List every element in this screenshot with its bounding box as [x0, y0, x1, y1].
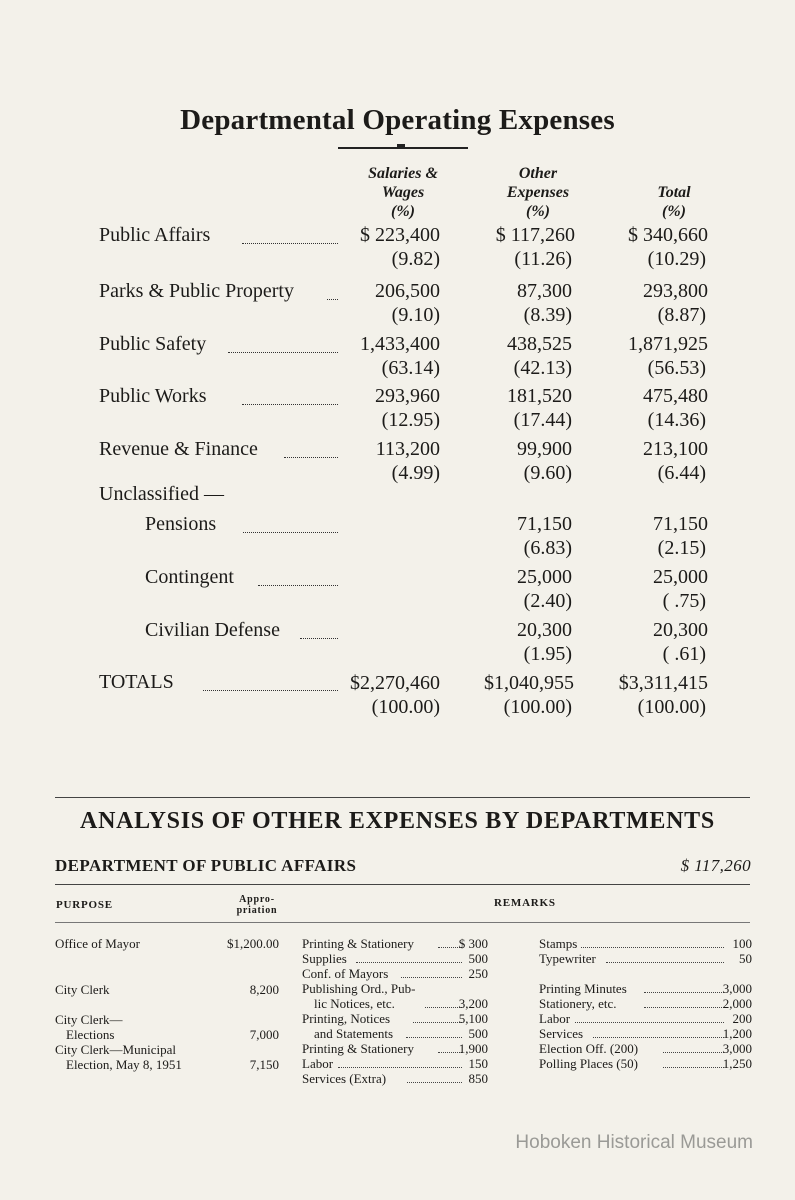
remark-amount: 1,900: [458, 1041, 488, 1056]
remark-amount: 150: [468, 1056, 488, 1071]
remark-amount: 3,000: [722, 1041, 752, 1056]
leader-dots: [606, 962, 724, 963]
remark-label: Services (Extra): [302, 1071, 387, 1086]
remark-amount: 100: [732, 936, 752, 951]
salaries-value: $ 223,400: [360, 224, 440, 246]
appropriation-header: Appro- priation: [236, 894, 278, 916]
salaries-value: 1,433,400: [360, 333, 440, 355]
remark-amount: 500: [468, 1026, 488, 1041]
total-pct: ( .61): [662, 643, 706, 665]
salaries-value: 293,960: [375, 385, 440, 407]
remark-amount: 1,200: [722, 1026, 752, 1041]
total-value: 213,100: [643, 438, 708, 460]
purpose-amount: $1,200.00: [227, 936, 279, 951]
table-header-rule-top: [55, 884, 750, 885]
purpose-item-cont: Elections: [66, 1027, 115, 1042]
remark-amount: 50: [739, 951, 752, 966]
page-title: Departmental Operating Expenses: [180, 104, 615, 136]
remark-amount: $ 300: [458, 936, 488, 951]
purpose-amount: 7,150: [249, 1057, 279, 1072]
total-pct: (56.53): [647, 357, 706, 379]
remark-label: Printing Minutes: [539, 981, 627, 996]
remark-amount: 3,200: [458, 996, 488, 1011]
row-label: Public Affairs: [99, 224, 211, 246]
totals-other-pct: (100.00): [503, 696, 572, 718]
other-value: 99,900: [517, 438, 572, 460]
other-pct: (8.39): [523, 304, 572, 326]
row-label: Parks & Public Property: [99, 280, 294, 302]
remark-label: Printing & Stationery: [302, 936, 414, 951]
remarks-header: REMARKS: [494, 897, 556, 909]
leader-dots: [581, 947, 724, 948]
leader-dots: [338, 1067, 463, 1068]
leader-dots: [243, 532, 338, 533]
remark-label: Supplies: [302, 951, 347, 966]
remark-amount: 500: [468, 951, 488, 966]
remark-amount: 200: [732, 1011, 752, 1026]
purpose-amount: 8,200: [249, 982, 279, 997]
salaries-pct: (63.14): [381, 357, 440, 379]
leader-dots: [593, 1037, 724, 1038]
other-value: $ 117,260: [495, 224, 575, 246]
total-value: 475,480: [643, 385, 708, 407]
department-name: DEPARTMENT OF PUBLIC AFFAIRS: [55, 856, 357, 875]
other-pct: (42.13): [513, 357, 572, 379]
leader-dots: [300, 638, 338, 639]
totals-label: TOTALS: [99, 671, 174, 693]
other-value: 87,300: [517, 280, 572, 302]
remark-label: Printing & Stationery: [302, 1041, 414, 1056]
remark-label: Stationery, etc.: [539, 996, 617, 1011]
other-value: 20,300: [517, 619, 572, 641]
row-label: Pensions: [145, 513, 217, 535]
other-value: 25,000: [517, 566, 572, 588]
total-value: 20,300: [653, 619, 708, 641]
row-label: Public Safety: [99, 333, 207, 355]
salaries-pct: (4.99): [391, 462, 440, 484]
leader-dots: [258, 585, 338, 586]
salaries-value: 113,200: [375, 438, 440, 460]
totals-total: $3,311,415: [618, 672, 708, 694]
total-value: 1,871,925: [628, 333, 708, 355]
row-label: Contingent: [145, 566, 234, 588]
leader-dots: [356, 962, 462, 963]
row-label: Revenue & Finance: [99, 438, 258, 460]
unclassified-heading: Unclassified —: [99, 483, 224, 505]
total-pct: (8.87): [657, 304, 706, 326]
row-label: Public Works: [99, 385, 207, 407]
other-value: 181,520: [507, 385, 572, 407]
purpose-item-cont: Election, May 8, 1951: [66, 1057, 182, 1072]
remark-label: Polling Places (50): [539, 1056, 638, 1071]
table-header-rule-bottom: [55, 922, 750, 923]
remark-label: Labor: [539, 1011, 571, 1026]
remark-label: Services: [539, 1026, 584, 1041]
other-value: 438,525: [507, 333, 572, 355]
salaries-pct: (9.82): [391, 248, 440, 270]
totals-salaries: $2,270,460: [350, 672, 440, 694]
purpose-item: Office of Mayor: [55, 936, 140, 951]
remark-label: Typewriter: [539, 951, 596, 966]
remark-amount: 1,250: [722, 1056, 752, 1071]
total-pct: (6.44): [657, 462, 706, 484]
remark-label: Publishing Ord., Pub-: [302, 981, 416, 996]
other-pct: (11.26): [514, 248, 572, 270]
row-label: Civilian Defense: [145, 619, 280, 641]
total-pct: (10.29): [647, 248, 706, 270]
purpose-header: PURPOSE: [56, 899, 113, 911]
purpose-item: City Clerk: [55, 982, 110, 997]
column-header-other-expenses: Other Expenses (%): [506, 165, 570, 220]
remark-label: Stamps: [539, 936, 578, 951]
title-divider-ornament: [397, 144, 405, 149]
total-value: 293,800: [643, 280, 708, 302]
remark-amount: 3,000: [722, 981, 752, 996]
total-pct: ( .75): [662, 590, 706, 612]
purpose-amount: 7,000: [249, 1027, 279, 1042]
total-value: 25,000: [653, 566, 708, 588]
other-pct: (1.95): [523, 643, 572, 665]
totals-other: $1,040,955: [484, 672, 574, 694]
column-header-total: Total (%): [657, 184, 691, 220]
remark-amount: 250: [468, 966, 488, 981]
leader-dots: [575, 1022, 725, 1023]
other-value: 71,150: [517, 513, 572, 535]
totals-total-pct: (100.00): [637, 696, 706, 718]
purpose-item: City Clerk—: [55, 1012, 123, 1027]
totals-salaries-pct: (100.00): [371, 696, 440, 718]
other-pct: (17.44): [513, 409, 572, 431]
remark-label: Conf. of Mayors: [302, 966, 389, 981]
remark-label: and Statements: [314, 1026, 394, 1041]
remark-label: Printing, Notices: [302, 1011, 391, 1026]
other-pct: (2.40): [523, 590, 572, 612]
remark-label: Election Off. (200): [539, 1041, 639, 1056]
remark-amount: 5,100: [458, 1011, 488, 1026]
department-total: $ 117,260: [680, 856, 751, 875]
salaries-pct: (9.10): [391, 304, 440, 326]
total-pct: (2.15): [657, 537, 706, 559]
total-pct: (14.36): [647, 409, 706, 431]
remark-label: Labor: [302, 1056, 334, 1071]
other-pct: (9.60): [523, 462, 572, 484]
salaries-pct: (12.95): [381, 409, 440, 431]
purpose-item: City Clerk—Municipal: [55, 1042, 176, 1057]
total-value: $ 340,660: [628, 224, 708, 246]
analysis-title: ANALYSIS OF OTHER EXPENSES BY DEPARTMENTS: [80, 808, 715, 834]
remark-label: lic Notices, etc.: [314, 996, 395, 1011]
other-pct: (6.83): [523, 537, 572, 559]
remark-amount: 850: [468, 1071, 488, 1086]
column-header-salaries: Salaries & Wages (%): [368, 165, 438, 220]
salaries-value: 206,500: [375, 280, 440, 302]
section-divider: [55, 797, 750, 798]
remark-amount: 2,000: [722, 996, 752, 1011]
museum-watermark: Hoboken Historical Museum: [515, 1132, 753, 1153]
total-value: 71,150: [653, 513, 708, 535]
